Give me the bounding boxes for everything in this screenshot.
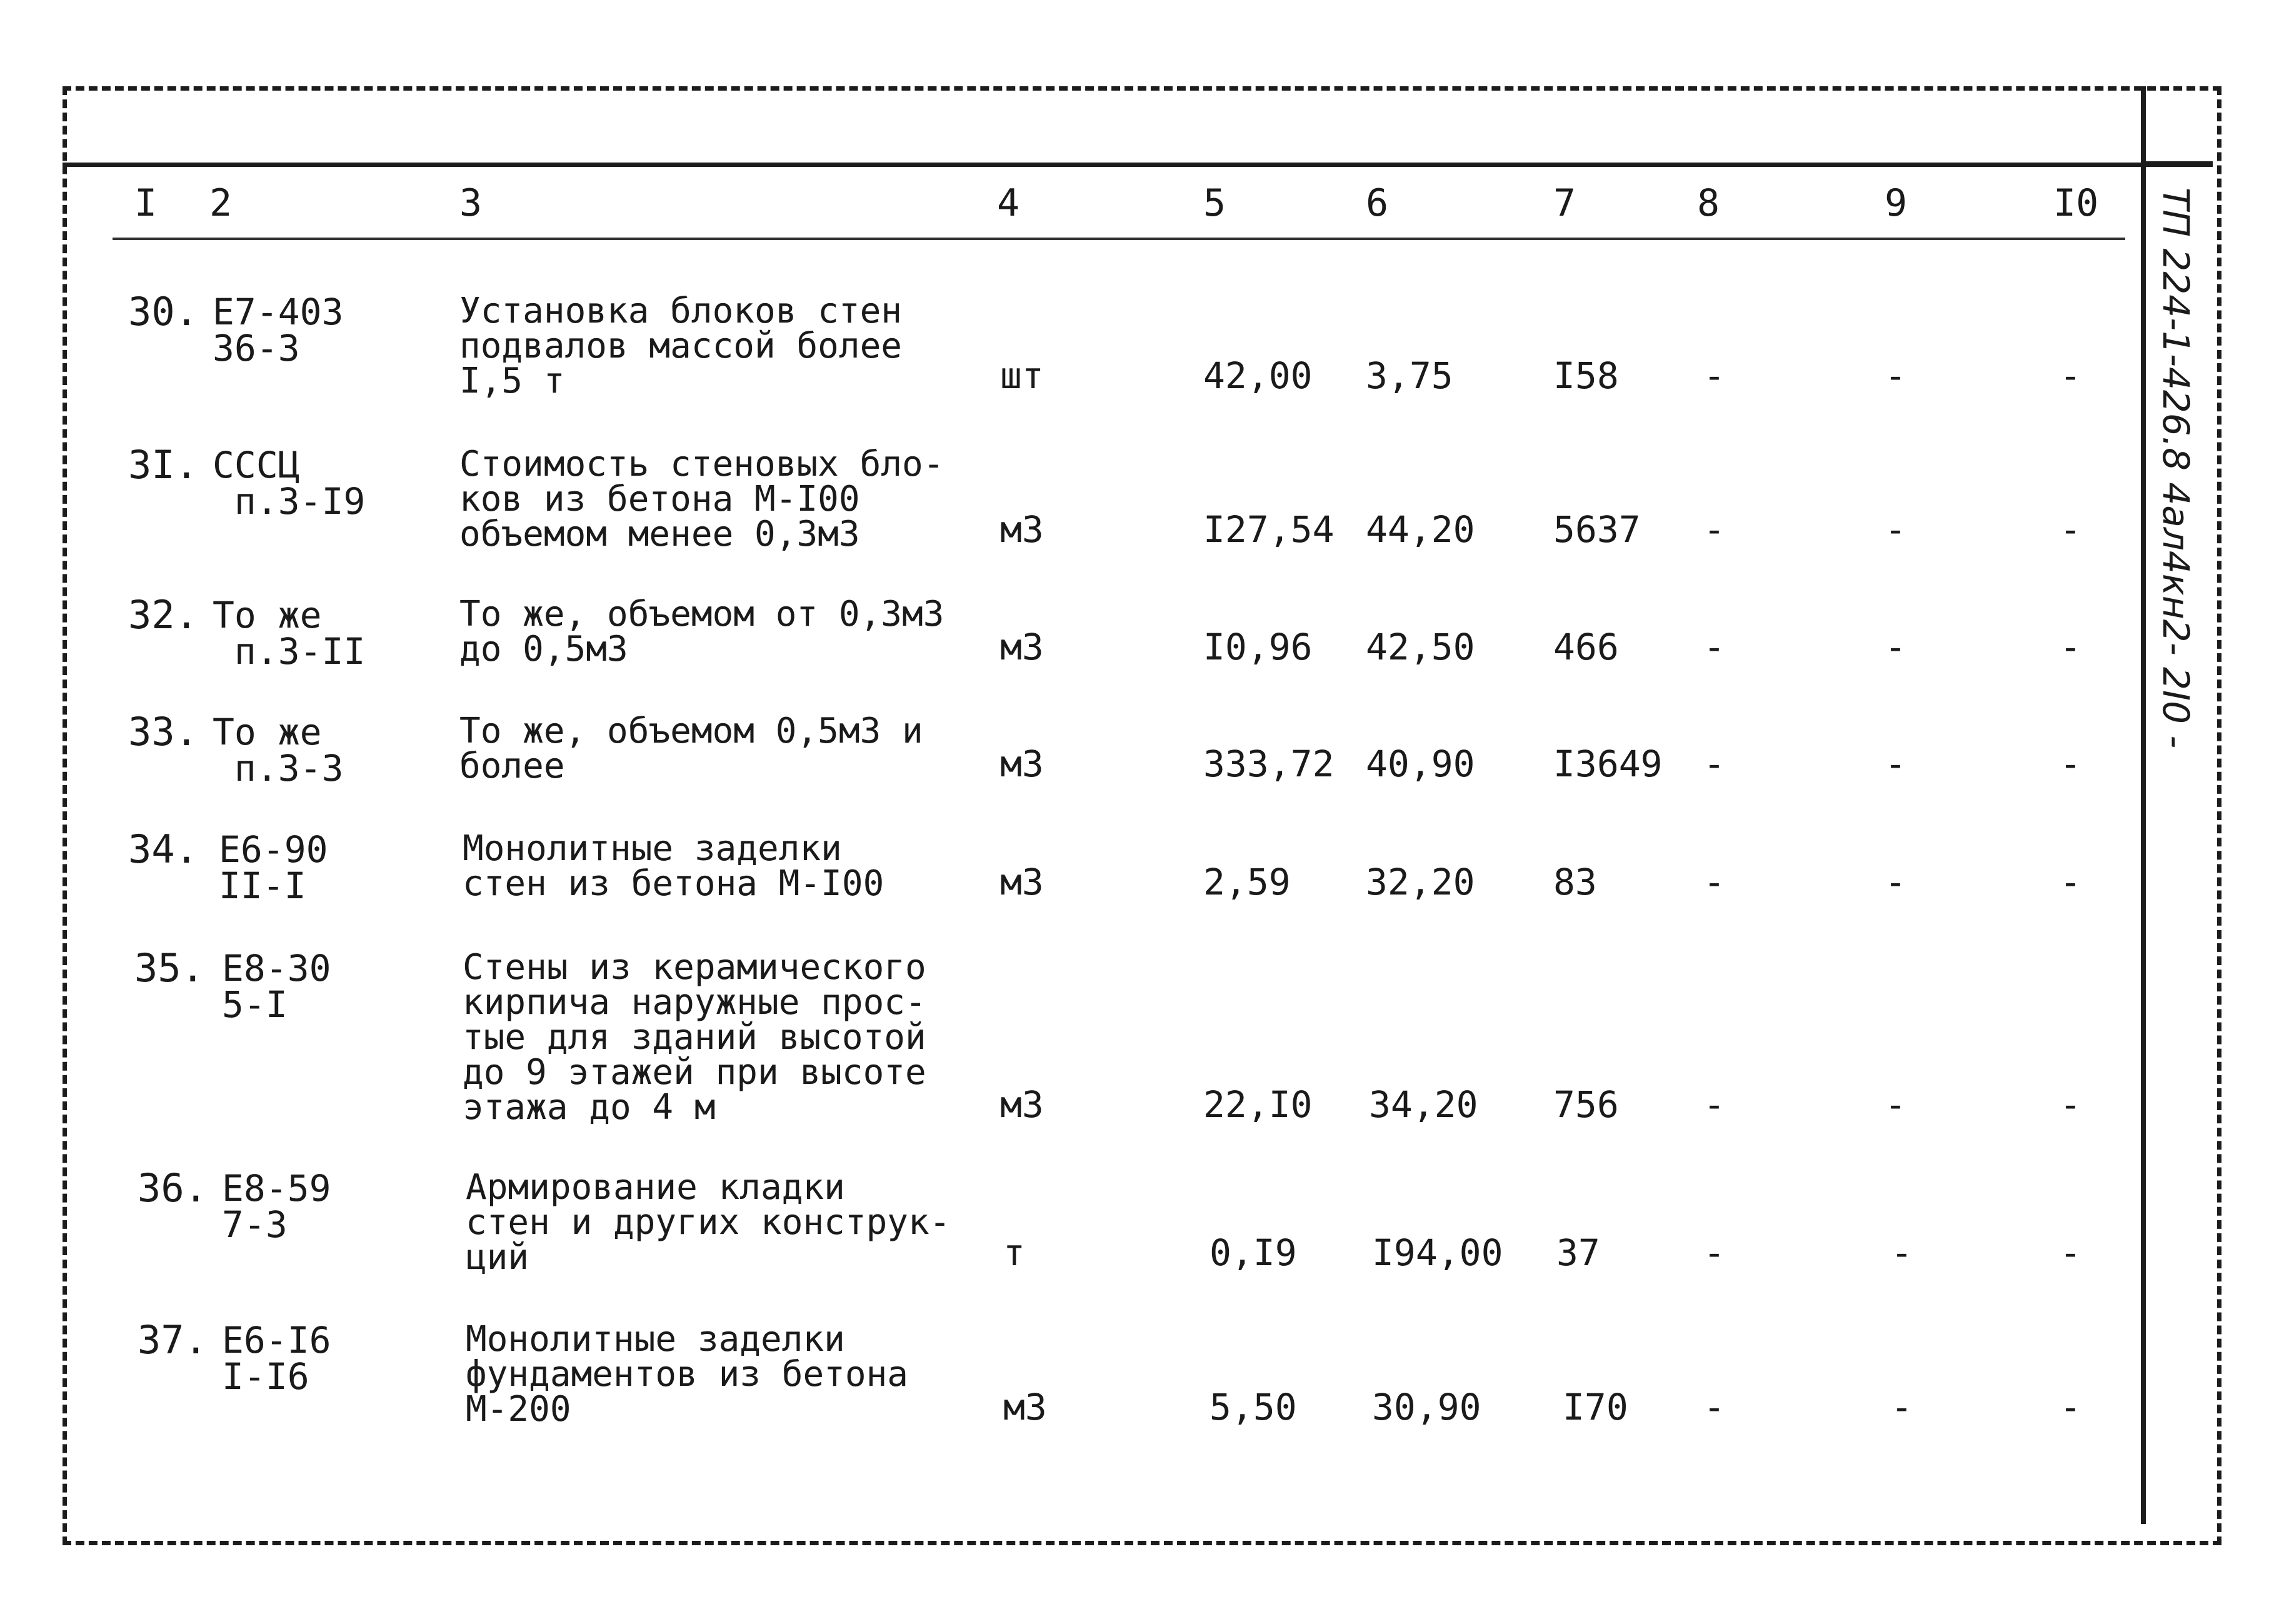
- row-total: 5637: [1553, 508, 1641, 551]
- row-unit: м3: [1000, 743, 1044, 785]
- row-unit: м3: [1000, 1083, 1044, 1126]
- row-code: То же п.3-3: [213, 711, 344, 789]
- header-col-3: 3: [459, 181, 483, 225]
- header-col-5: 5: [1203, 181, 1226, 225]
- row-number: 34.: [128, 826, 198, 872]
- row-description: То же, объемом 0,5м3 и более: [459, 711, 923, 786]
- row-code: То же п.3-II: [213, 594, 366, 673]
- row-col-10: -: [2060, 508, 2081, 551]
- row-unit: т: [1003, 1231, 1025, 1274]
- header-rule: [113, 238, 2125, 240]
- row-col-8: -: [1703, 354, 1725, 397]
- row-col-8: -: [1703, 1231, 1725, 1274]
- row-unit-cost: 42,50: [1366, 626, 1475, 668]
- header-col-10: I0: [2053, 181, 2099, 225]
- header-col-7: 7: [1553, 181, 1576, 225]
- row-quantity: I0,96: [1203, 626, 1313, 668]
- row-unit-cost: I94,00: [1372, 1231, 1503, 1274]
- row-col-9: -: [1891, 1386, 1913, 1428]
- row-col-8: -: [1703, 743, 1725, 785]
- row-number: 30.: [128, 289, 198, 334]
- row-quantity: 0,I9: [1210, 1231, 1297, 1274]
- row-unit: м3: [1000, 861, 1044, 903]
- row-unit-cost: 34,20: [1369, 1083, 1478, 1126]
- row-unit: м3: [1000, 508, 1044, 551]
- row-description: Стоимость стеновых бло- ков из бетона М-I00 объемом менее 0,3м3: [459, 444, 944, 554]
- row-quantity: 42,00: [1203, 354, 1313, 397]
- row-col-9: -: [1885, 861, 1906, 903]
- header-col-9: 9: [1885, 181, 1908, 225]
- header-col-1: I: [134, 181, 158, 225]
- row-number: 37.: [138, 1317, 208, 1363]
- row-col-10: -: [2060, 1231, 2081, 1274]
- row-unit: м3: [1003, 1386, 1047, 1428]
- row-quantity: 333,72: [1203, 743, 1335, 785]
- row-col-10: -: [2060, 1083, 2081, 1126]
- row-code: Е8-59 7-3: [222, 1167, 331, 1246]
- row-unit: м3: [1000, 626, 1044, 668]
- row-unit-cost: 32,20: [1366, 861, 1475, 903]
- row-description: Стены из керамического кирпича наружные прос- тые для зданий высотой до 9 этажей при высоте этажа до 4 м: [463, 947, 926, 1128]
- row-total: 83: [1553, 861, 1597, 903]
- row-col-9: -: [1885, 626, 1906, 668]
- row-col-8: -: [1703, 861, 1725, 903]
- row-number: 33.: [128, 709, 198, 754]
- top-rule: [63, 163, 2213, 167]
- row-quantity: 2,59: [1203, 861, 1291, 903]
- row-description: Установка блоков стен подвалов массой более I,5 т: [459, 291, 903, 401]
- row-unit-cost: 40,90: [1366, 743, 1475, 785]
- row-col-10: -: [2060, 626, 2081, 668]
- row-code: Е7-403 36-3: [213, 291, 344, 369]
- row-description: Армирование кладки стен и других конструк- ций: [466, 1167, 951, 1278]
- row-quantity: I27,54: [1203, 508, 1335, 551]
- row-total: I58: [1553, 354, 1619, 397]
- row-quantity: 5,50: [1210, 1386, 1297, 1428]
- row-number: 3I.: [128, 442, 198, 488]
- row-col-8: -: [1703, 1386, 1725, 1428]
- row-description: Монолитные заделки фундаментов из бетона М-200: [466, 1319, 909, 1430]
- row-total: 466: [1553, 626, 1619, 668]
- row-col-8: -: [1703, 508, 1725, 551]
- row-col-8: -: [1703, 626, 1725, 668]
- row-code: СССЦ п.3-I9: [213, 444, 366, 523]
- row-code: Е8-30 5-I: [222, 947, 331, 1026]
- row-col-8: -: [1703, 1083, 1725, 1126]
- header-col-6: 6: [1366, 181, 1389, 225]
- row-col-10: -: [2060, 743, 2081, 785]
- row-col-9: -: [1885, 508, 1906, 551]
- document-stamp: [2155, 188, 2197, 888]
- row-total: 37: [1556, 1231, 1600, 1274]
- row-code: Е6-90 II-I: [219, 828, 328, 907]
- row-col-9: -: [1891, 1231, 1913, 1274]
- row-col-10: -: [2060, 354, 2081, 397]
- document-code: ТП 224-1-426.8 4ал4кн2- 2I0 -: [2155, 188, 2197, 749]
- row-description: То же, объемом от 0,3м3 до 0,5м3: [459, 594, 944, 669]
- row-col-9: -: [1885, 743, 1906, 785]
- row-code: Е6-I6 I-I6: [222, 1319, 331, 1398]
- row-unit-cost: 3,75: [1366, 354, 1453, 397]
- row-total: I70: [1563, 1386, 1628, 1428]
- page-border: [63, 86, 2221, 1545]
- row-unit-cost: 30,90: [1372, 1386, 1481, 1428]
- row-quantity: 22,I0: [1203, 1083, 1313, 1126]
- row-description: Монолитные заделки стен из бетона М-I00: [463, 828, 884, 904]
- row-unit: шт: [1000, 354, 1044, 397]
- stamp-top-rule: [2141, 161, 2213, 166]
- row-number: 36.: [138, 1165, 208, 1211]
- header-col-4: 4: [997, 181, 1020, 225]
- row-total: I3649: [1553, 743, 1663, 785]
- row-col-10: -: [2060, 861, 2081, 903]
- row-unit-cost: 44,20: [1366, 508, 1475, 551]
- row-col-9: -: [1885, 354, 1906, 397]
- header-col-2: 2: [209, 181, 233, 225]
- row-total: 756: [1553, 1083, 1619, 1126]
- row-number: 35.: [134, 945, 204, 991]
- stamp-divider: [2141, 86, 2146, 1524]
- row-col-10: -: [2060, 1386, 2081, 1428]
- row-col-9: -: [1885, 1083, 1906, 1126]
- header-col-8: 8: [1697, 181, 1720, 225]
- row-number: 32.: [128, 592, 198, 638]
